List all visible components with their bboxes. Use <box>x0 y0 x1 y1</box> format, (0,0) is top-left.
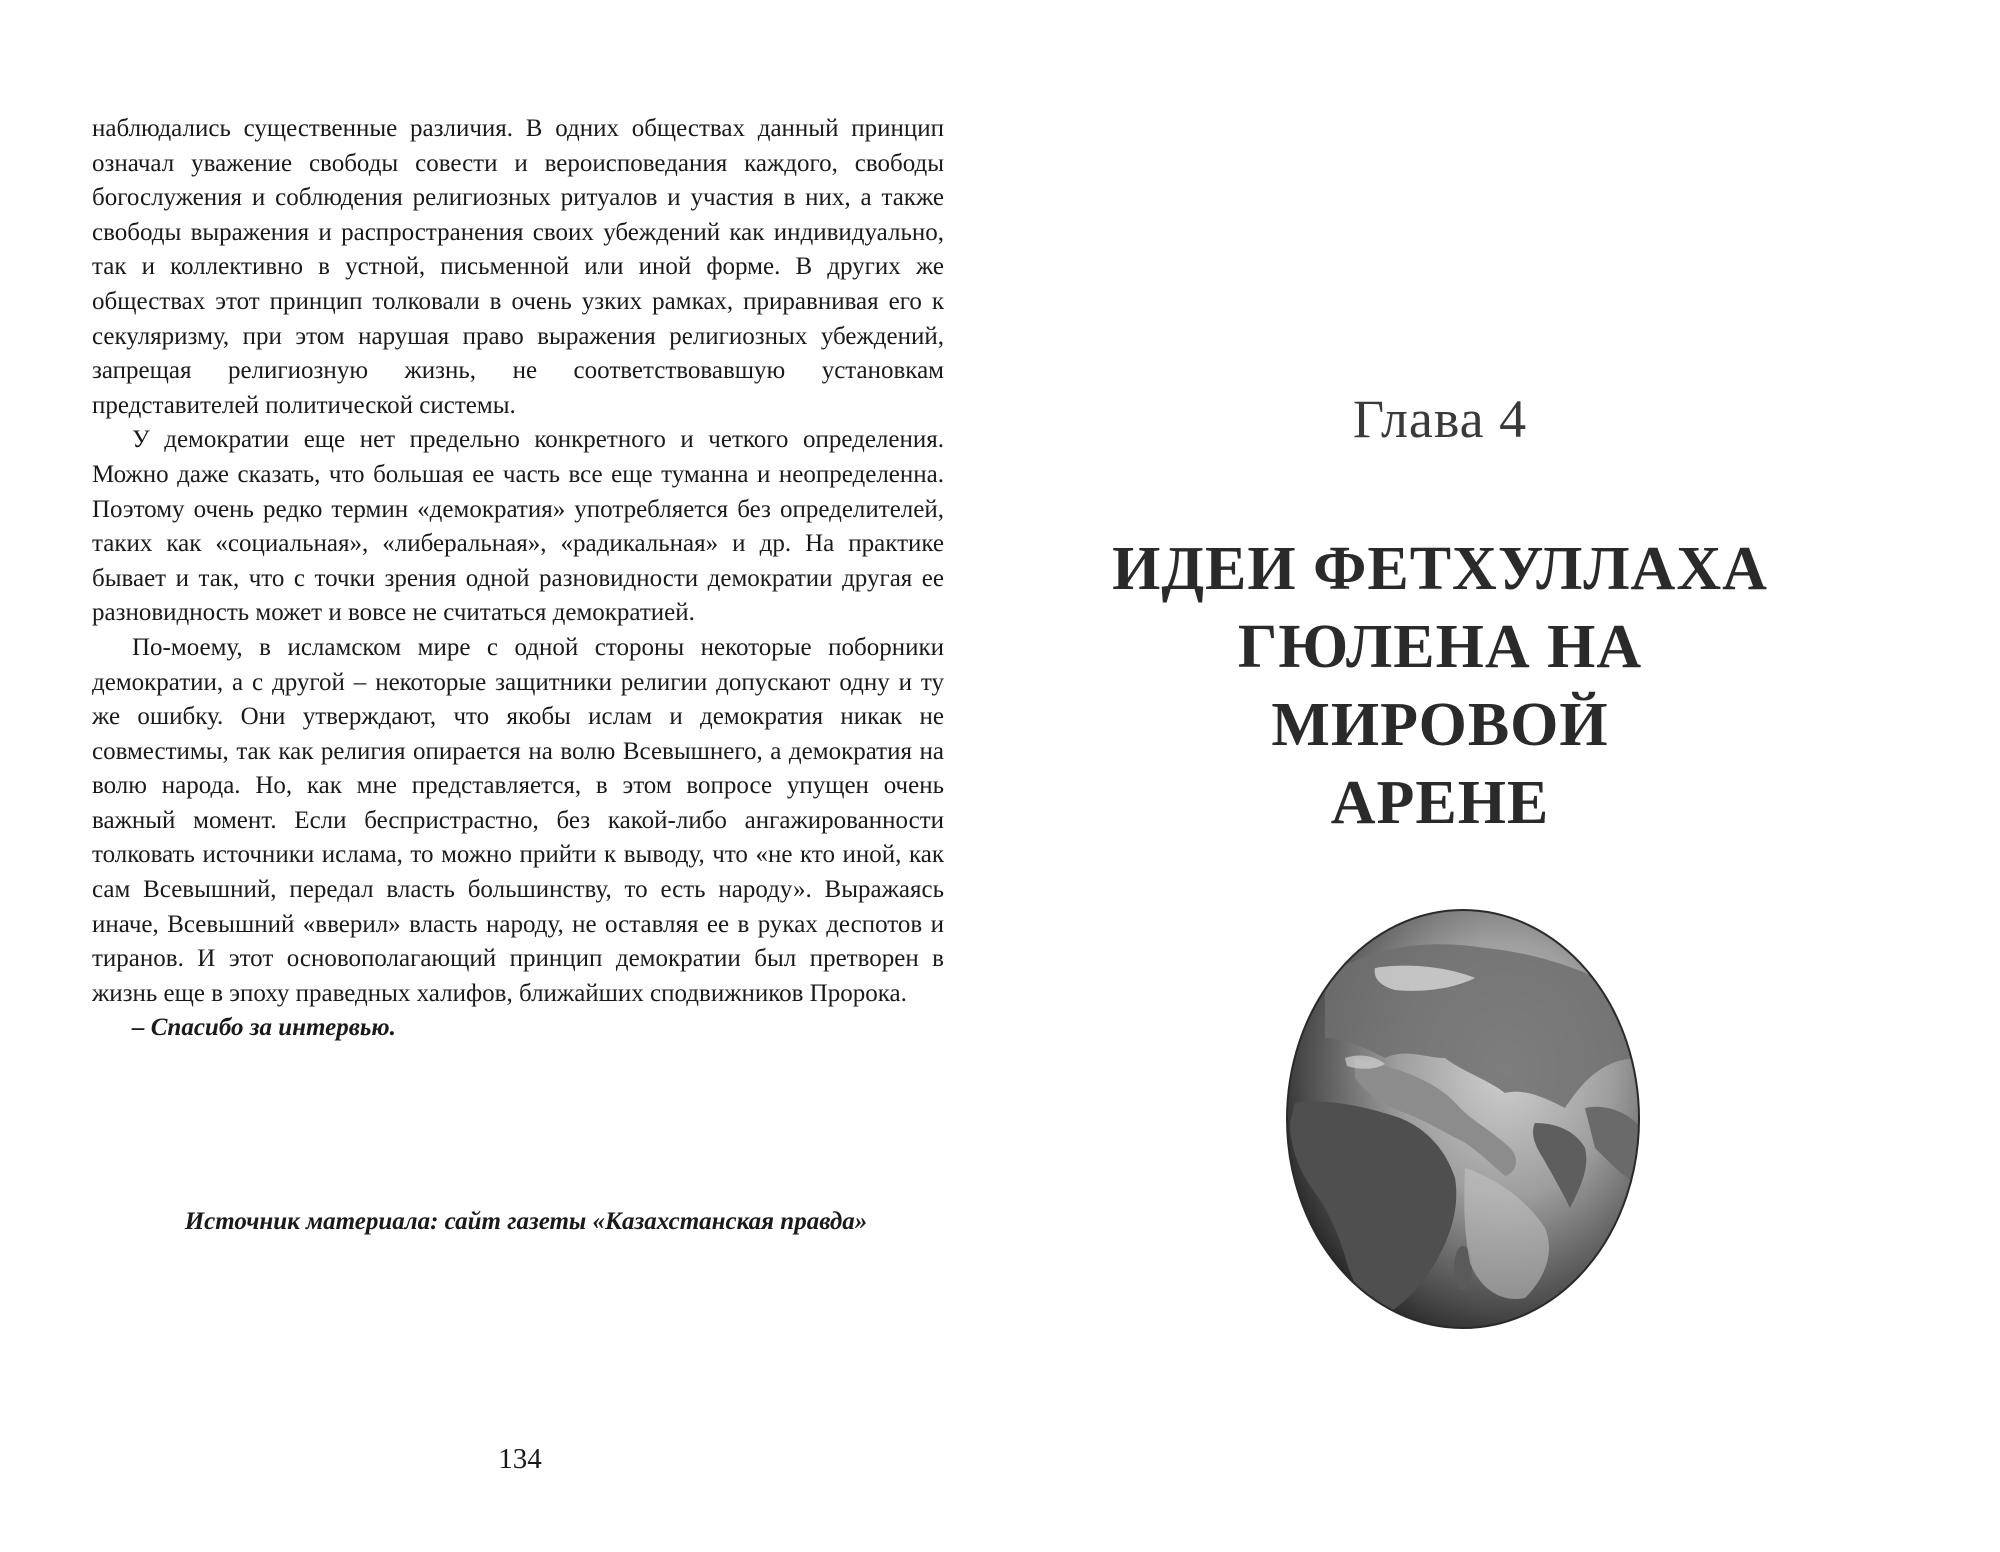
globe-icon <box>1285 908 1641 1330</box>
page-number: 134 <box>498 1443 542 1475</box>
chapter-label: Глава 4 <box>1352 389 1528 449</box>
paragraph-3: По-моему, в исламском мире с одной стороны некоторые поборники демократии, а с другой – некоторые защитники религии допускают одну и ту же ошибку. Они утверждают, что якобы ислам и демократия никак не совместимы, так как религия опирается на волю Всевышнего, а демократия на волю народа. Но, как мне представляется, в этом вопросе упущен очень важный момент. Если беспристрастно, без какой-либо ангажированности толковать источники ислама, то можно прийти к выводу, что «не кто иной, как сам Всевышний, передал власть большинству, то есть народу». Выражаясь иначе, Всевышний «вверил» власть народу, не оставляя ее в руках деспотов и тиранов. И этот основополагающий принцип демократии был претворен в жизнь еще в эпоху праведных халифов, ближайших сподвижников Пророка. <box>92 633 944 1007</box>
paragraph-1: наблюдались существенные различия. В одних обществах данный принцип означал уважение свободы совести и вероисповедания каждого, свободы богослужения и соблюдения религиозных ритуалов и участия в них, а также свободы выражения и распространения своих убеждений как индивидуально, так и коллективно в устной, письменной или иной форме. В других же обществах этот принцип толковали в очень узких рамках, приравнивая его к секуляризму, при этом нарушая право выражения религиозных убеждений, запрещая религиозную жизнь, не соответствовавшую установкам представителей политической системы. <box>92 115 944 419</box>
interview-thanks: – Спасибо за интервью. <box>132 1014 396 1042</box>
chapter-title-line-1: ИДЕИ ФЕТХУЛЛАХА <box>1112 535 1768 603</box>
left-page-text <box>92 112 944 1046</box>
chapter-title-line-3: АРЕНЕ <box>1330 769 1550 837</box>
paragraph-2: У демократии еще нет предельно конкретного и четкого определения. Можно даже сказать, что большая ее часть все еще туманна и неопределенна. Поэтому очень редко термин «демократия» употребляется без определителей, таких как «социальная», «либеральная», «радикальная» и др. На практике бывает и так, что с точки зрения одной разновидности демократии другая ее разновидность может и вовсе не считаться демократией. <box>92 426 944 627</box>
source-note: Источник материала: сайт газеты «Казахстанская правда» <box>184 1208 868 1235</box>
chapter-title-line-2: ГЮЛЕНА НА МИРОВОЙ <box>1237 613 1643 759</box>
chapter-title <box>1070 530 1810 842</box>
